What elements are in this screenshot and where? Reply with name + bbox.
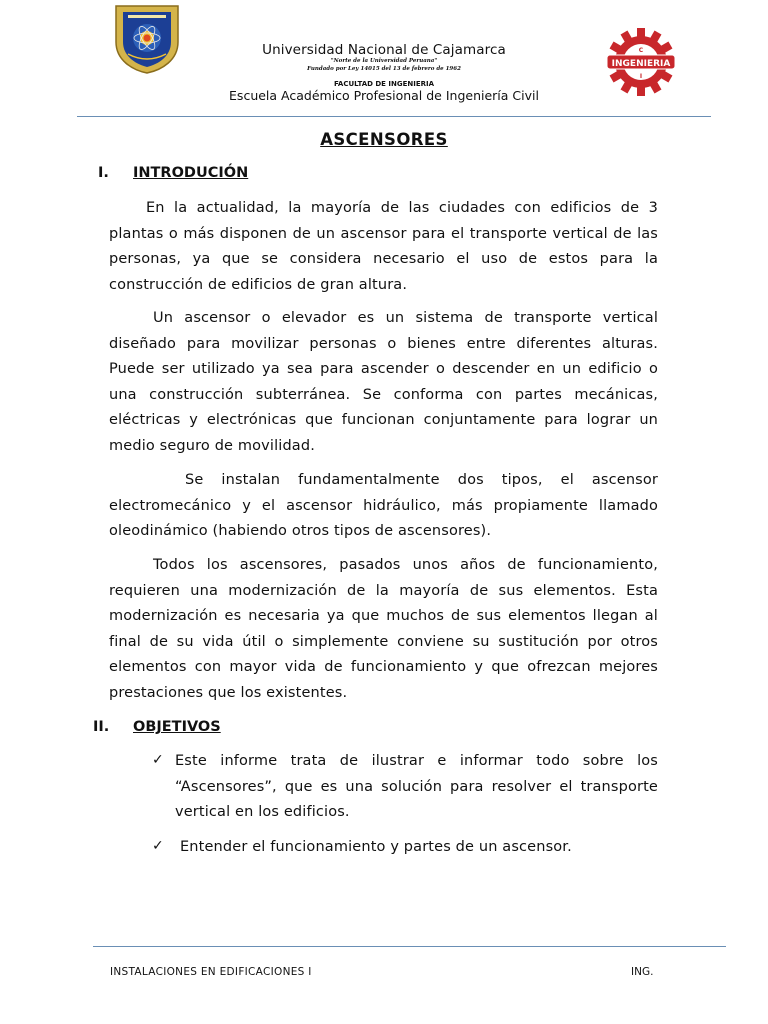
checkmark-icon: ✓ [152, 752, 164, 768]
footer-right-label: ING. [631, 966, 654, 978]
faculty-name: FACULTAD DE INGENIERIA [333, 80, 435, 88]
founding-note: Fundado por Ley 14015 del 13 de febrero de 1962 [307, 66, 461, 72]
footer-course-name: INSTALACIONES EN EDIFICACIONES I [110, 966, 312, 978]
paragraph: Se instalan fundamentalmente dos tipos, el ascensor electromecánico y el ascensor hidráulico, más propiamente llamado oleodinámico (habiendo otros tipos de ascensores). [109, 472, 658, 540]
paragraph: Un ascensor o elevador es un sistema de transporte vertical diseñado para movilizar personas o bienes entre diferentes alturas. Puede ser utilizado ya sea para ascender o descender en un edificio o una construcción subterránea. Se conforma con partes mecánicas, eléctricas y electrónicas que funcionan conjuntamente para lograr un medio seguro de movilidad. [109, 310, 658, 454]
section-heading-objectives: OBJETIVOS [133, 719, 221, 735]
footer-divider [93, 946, 726, 947]
header-divider [77, 116, 711, 117]
list-item: Este informe trata de ilustrar e informar todo sobre los “Ascensores”, que es una solución para resolver el transporte vertical en los edificios. [175, 753, 658, 821]
list-item: Entender el funcionamiento y partes de un ascensor. [180, 839, 572, 855]
university-motto: "Norte de la Universidad Peruana" [330, 58, 438, 64]
university-name: Universidad Nacional de Cajamarca [262, 42, 506, 58]
paragraph: Todos los ascensores, pasados unos años de funcionamiento, requieren una modernización de la mayoría de sus elementos. Esta modernización es necesaria ya que muchos de sus elementos llegan al final de su vida útil o simplemente conviene su sustitución por otros elementos con mayor vida de funcionamiento y que ofrezcan mejores prestaciones que los existentes. [109, 557, 658, 701]
paragraph: En la actualidad, la mayoría de las ciudades con edificios de 3 plantas o más disponen de un ascensor para el transporte vertical de las personas, ya que se considera necesario el uso de estos para la construcción de edificios de gran altura. [109, 200, 658, 293]
section-number: II. [93, 719, 110, 735]
checkmark-icon: ✓ [152, 838, 164, 854]
svg-text:I: I [639, 73, 643, 80]
document-title: ASCENSORES [320, 130, 448, 149]
section-heading-introduction: INTRODUCIÓN [133, 165, 249, 181]
svg-text:INGENIERIA: INGENIERIA [611, 59, 671, 69]
school-name: Escuela Académico Profesional de Ingeniería Civil [229, 88, 539, 103]
svg-text:C: C [638, 47, 644, 54]
section-number: I. [98, 165, 109, 181]
